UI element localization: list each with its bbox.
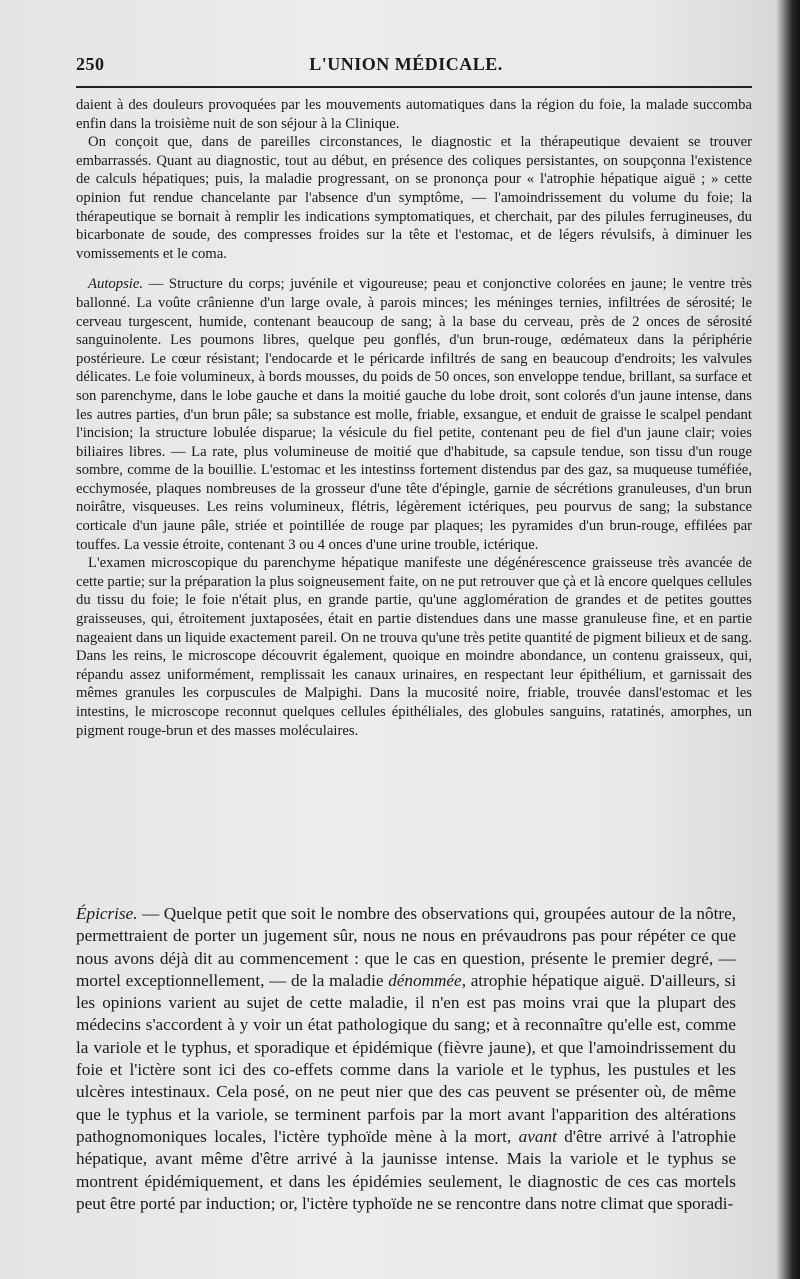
observation-text [76,96,752,740]
epicrise-section [76,903,736,1215]
epicrise-emphasis-1: dénommée [388,970,462,990]
epicrise-lead: Épicrise. [76,904,138,923]
page-header [76,54,736,80]
autopsie-lead: Autopsie. [88,276,144,293]
epicrise-emphasis-2: avant [518,1126,557,1146]
paragraph-diagnostic: On conçoit que, dans de pareilles circonstances, le diagnostic et la thérapeutique devaient se trouver embarrassés. Quant au diagnostic, tout au début, en présence des coliques persistantes, on soupçonna l'existence de calculs hépatiques; puis, la maladie progressant, on se prononça pour « l'atrophie hépatique aiguë ; » cette opinion fut rendue chancelante par l'absence d'un symptôme, — l'amoindrissement du volume du foie; la thérapeutique se bornait à remplir les indications symptomatiques, et cherchait, par des pilules ferrugineuses, du bicarbonate de soude, des compresses froides sur la tête et l'estomac, et de légers révulsifs, à diminuer les vomissements et le coma. [76,134,752,262]
running-title: L'UNION MÉDICALE. [309,54,503,74]
epicrise-text-1: — Quelque petit que soit le nombre des observations qui, groupées autour de la nôtre, permettraient de porter un jugement sûr, nous ne nous en prévaudrons pas pour répéter ce que nous avons déjà dit au commencement : que le cas en question, présente le premier degré, — mortel exceptionnellement, — de la maladie [76,904,736,990]
paragraph-autopsie [76,275,752,554]
epicrise-text-3: d'être arrivé à l'atrophie hépatique, avant même d'être arrivé à la jaunisse intense. Mais la variole et le typhus se montrent épidémiquement, et dans les épidémies seulement, le diagnostic de ces cas mortels peut être porté par induction; or, l'ictère typhoïde ne se rencontre dans notre climat que sporadi- [76,1126,736,1213]
paragraph-continuation: daient à des douleurs provoquées par les mouvements automatiques dans la région du foie, la malade succomba enfin dans la troisième nuit de son séjour à la Clinique. [76,97,752,132]
paragraph-microscopique: L'examen microscopique du parenchyme hépatique manifeste une dégénérescence graisseuse très avancée de cette partie; sur la préparation la plus soigneusement faite, on ne put retrouver que çà et là encore quelques cellules du tissu du foie; le foie n'était plus, en grande partie, qu'une agglomération de grandes et de petites gouttes graisseuses, qui, étroitement juxtaposées, était en partie distendues dans une masse granuleuse fine, et en partie nageaient dans un liquide exactement pareil. On ne trouva qu'une très petite quantité de pigment bilieux et de sang. Dans les reins, le microscope découvrit également, quoique en moindre abondance, un contenu graisseux, qui, répandu assez uniformément, remplissait les canaux urinaires, en respectant leur épithélium, et garnissait des mêmes granules les corpuscules de Malpighi. Dans la mucosité noire, friable, trouvée dansl'estomac et les intestins, le microscope reconnut quelques cellules épithéliales, des globules sanguins, ratatinés, amorphes, un pigment rouge-brun et des masses moléculaires. [76,555,752,739]
autopsie-text: — Structure du corps; juvénile et vigoureuse; peau et conjonctive colorées en jaune; le ventre très ballonné. La voûte crânienne d'un large ovale, à parois minces; les méninges ternies, infiltrées de sérosité; le cerveau turgescent, humide, contenant beaucoup de sang; à la base du cerveau, près de 2 onces de sérosité sanguinolente. Les poumons libres, quelque peu gonflés, d'un brun-rouge, œdémateux dans la périphérie postérieure. Le cœur résistant; l'endocarde et le péricarde infiltrés de sang en beaucoup d'endroits; les valvules délicates. Le foie volumineux, à bords mousses, du poids de 50 onces, son enveloppe tendue, brillant, sa surface et son parenchyme, dans le lobe gauche et dans la moitié gauche du lobe droit, sont colorés d'un jaune intense, dans les autres parties, d'un brun pâle; sa substance est molle, friable, exsangue, et enduit de graisse le scalpel pendant l'incision; la structure lobulée disparue; la vésicule du fiel petite, contenant peu de fiel d'un jaune clair; voies biliaires libres. — La rate, plus volumineuse de moitié que d'habitude, sa capsule tendue, son tissu d'un rouge sombre, comme de la bouillie. L'estomac et les intestinss fortement distendus par des gaz, sa muqueuse tuméfiée, ecchymosée, plaques nombreuses de la grosseur d'une tête d'épingle, garnie de sécrétions granuleuses, d'un brun noirâtre, visqueuses. Les reins volumineux, flétris, légèrement ictériques, peu pourvus de sang; la substance corticale d'un jaune pâle, striée et pointillée de rouge par plaques; les pyramides d'un brun-rouge, effilées par touffes. La vessie étroite, contenant 3 ou 4 onces d'une urine trouble, ictérique. [76,276,752,553]
page-number: 250 [76,54,105,74]
epicrise-text-2: , atrophie hépatique aiguë. D'ailleurs, si les opinions varient au sujet de cette maladie, il n'en est pas moins vrai que la plupart des médecins s'accordent à y voir un état pathologique du sang; et à reconnaître qu'elle est, comme la variole et le typhus, et sporadique et épidémique (fièvre jaune), et que l'amoindrissement du foie et l'ictère sont ici des co-effets comme dans la variole et le typhus, les pustules et les ulcères intestinaux. Cela posé, on ne peut nier que des cas peuvent se présenter où, de même que le typhus et la variole, se terminent parfois par la mort avant l'apparition des altérations pathognomoniques locales, l'ictère typhoïde mène à la mort, [76,970,736,1146]
paragraph-epicrise [76,903,736,1215]
header-rule [76,86,752,88]
